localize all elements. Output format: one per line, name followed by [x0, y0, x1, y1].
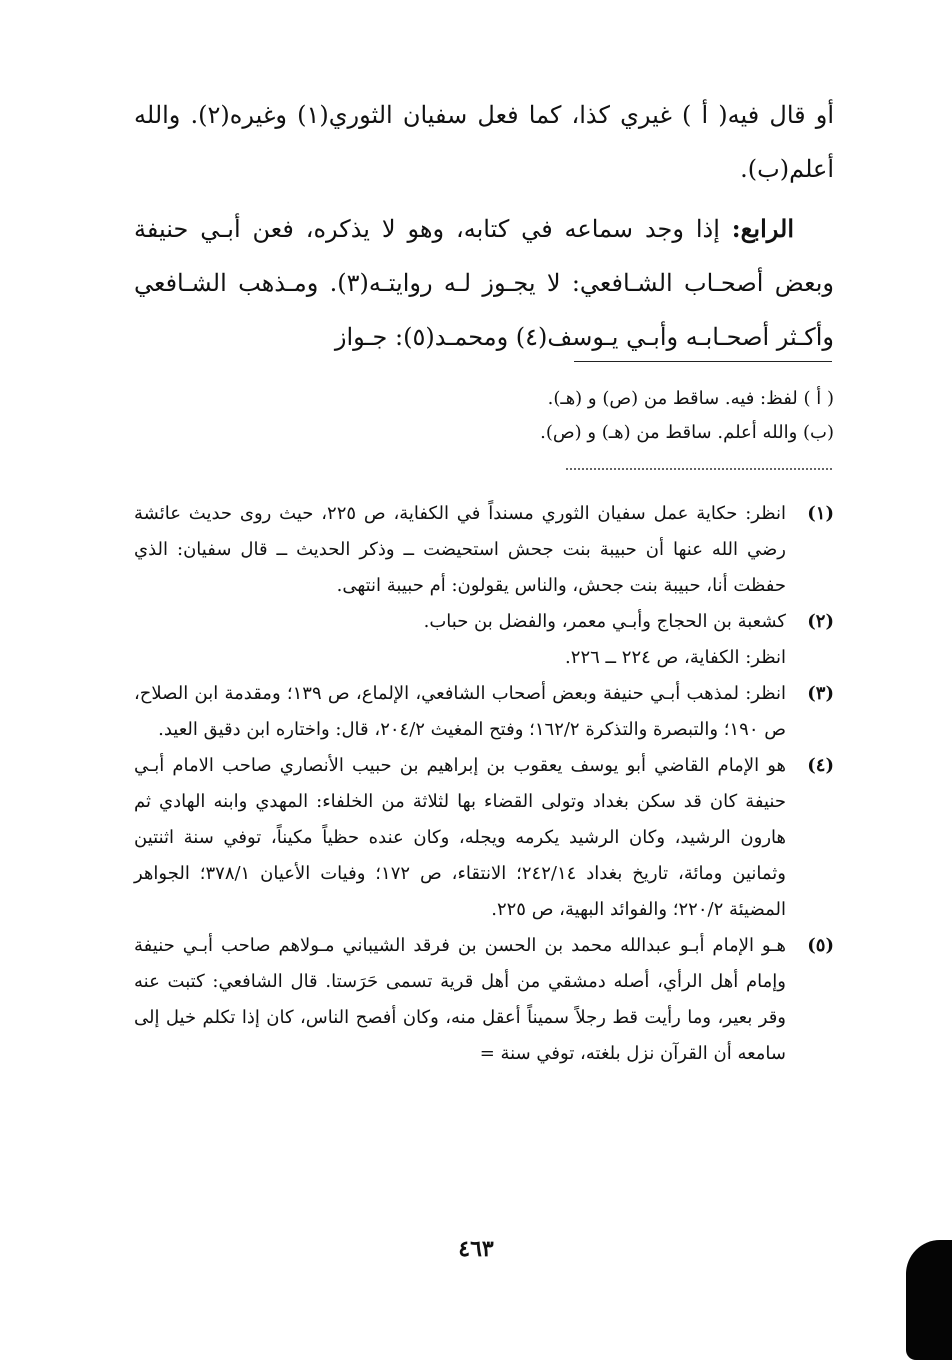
- footnote-text: هو الإمام القاضي أبو يوسف يعقوب بن إبراهيم بن حبيب الأنصاري صاحب الامام أبـي حنيفة كان قد سكن بغداد وتولى القضاء بها لثلاثة من الخلفاء: المهدي وابنه الهادي ثم هارون الرشيد، وكان الرشيد يكرمه ويجله، وكان عنده حظياً مكيناً، توفي سنة اثنتين وثمانين ومائة، تاريخ بغداد ٢٤٢/١٤؛ الانتقاء، ص ١٧٢؛ وفيات الأعيان ٣٧٨/١؛ الجواهر المضيئة ٢٢٠/٢؛ والفوائد البهية، ص ٢٢٥.: [134, 755, 786, 920]
- paragraph-lead-word: الرابع:: [731, 214, 794, 243]
- footnote-text: هـو الإمام أبـو عبدالله محمد بن الحسن بن فرقد الشيباني مـولاهم صاحب أبـي حنيفة وإمام أهل الرأي، أصله دمشقي من أهل قرية تسمى حَرَستا. قال الشافعي: كتبت عنه وقر بعير، وما رأيت قط رجلاً سميناً أعقل منه، وكان أفصح الناس، كان إذا تكلم خيل إلى سامعه أن القرآن نزل بلغته، توفي سنة =: [134, 935, 786, 1064]
- page-number: ٤٦٣: [458, 1236, 494, 1262]
- footnote-text: انظر: لمذهب أبـي حنيفة وبعض أصحاب الشافعي، الإلماع، ص ١٣٩؛ ومقدمة ابن الصلاح، ص ١٩٠؛ والتبصرة والتذكرة ١٦٢/٢؛ وفتح المغيث ٢٠٤/٢، قال: واختاره ابن دقيق العيد.: [134, 683, 786, 740]
- footnote-4: [134, 748, 834, 928]
- footnote-number: (٤): [807, 755, 834, 776]
- footnote-text: كشعبة بن الحجاج وأبـي معمر، والفضل بن حباب.: [423, 611, 786, 632]
- variant-notes: [134, 382, 834, 450]
- footnote-text: انظر: حكاية عمل سفيان الثوري مسنداً في الكفاية، ص ٢٢٥، حيث روى حديث عائشة رضي الله عنها أن حبيبة بنت جحش استحيضت ــ وذكر الحديث ــ قال سفيان: الذي حفظت أنا، حبيبة بنت جحش، والناس يقولون: أم حبيبة انتهى.: [134, 503, 786, 596]
- footnote-number: (٥): [807, 935, 834, 956]
- main-text: [134, 88, 834, 364]
- footnote-2: [134, 604, 834, 676]
- footnote-3: [134, 676, 834, 748]
- footnote-1: [134, 496, 834, 604]
- variant-note: (ب) والله أعلم. ساقط من (هـ) و (ص).: [540, 422, 834, 443]
- dotted-separator: [566, 468, 832, 470]
- scan-edge-blot: [906, 1240, 952, 1360]
- main-paragraph-1: أو قال فيه( أ ) غيري كذا، كما فعل سفيان الثوري(١) وغيره(٢). والله أعلم(ب).: [134, 101, 834, 183]
- main-paragraph-2-text: إذا وجد سماعه في كتابه، وهو لا يذكره، فعن أبـي حنيفة وبعض أصحـاب الشـافعي: لا يجـوز لـه روايتـه(٣). ومـذهب الشـافعي وأكـثر أصحـابـه وأبـي يـوسف(٤) ومحمـد(٥): جـواز: [134, 215, 834, 351]
- footnote-separator: [574, 361, 832, 362]
- footnotes: [134, 496, 834, 1072]
- footnote-5: [134, 928, 834, 1072]
- footnote-number: (٣): [807, 683, 834, 704]
- footnote-number: (٢): [807, 611, 834, 632]
- variant-note: ( أ ) لفظ: فيه. ساقط من (ص) و (هـ).: [547, 388, 834, 409]
- main-paragraph-2: [134, 202, 834, 364]
- footnote-reference: انظر: الكفاية، ص ٢٢٤ ــ ٢٢٦.: [565, 647, 786, 668]
- footnote-number: (١): [807, 503, 834, 524]
